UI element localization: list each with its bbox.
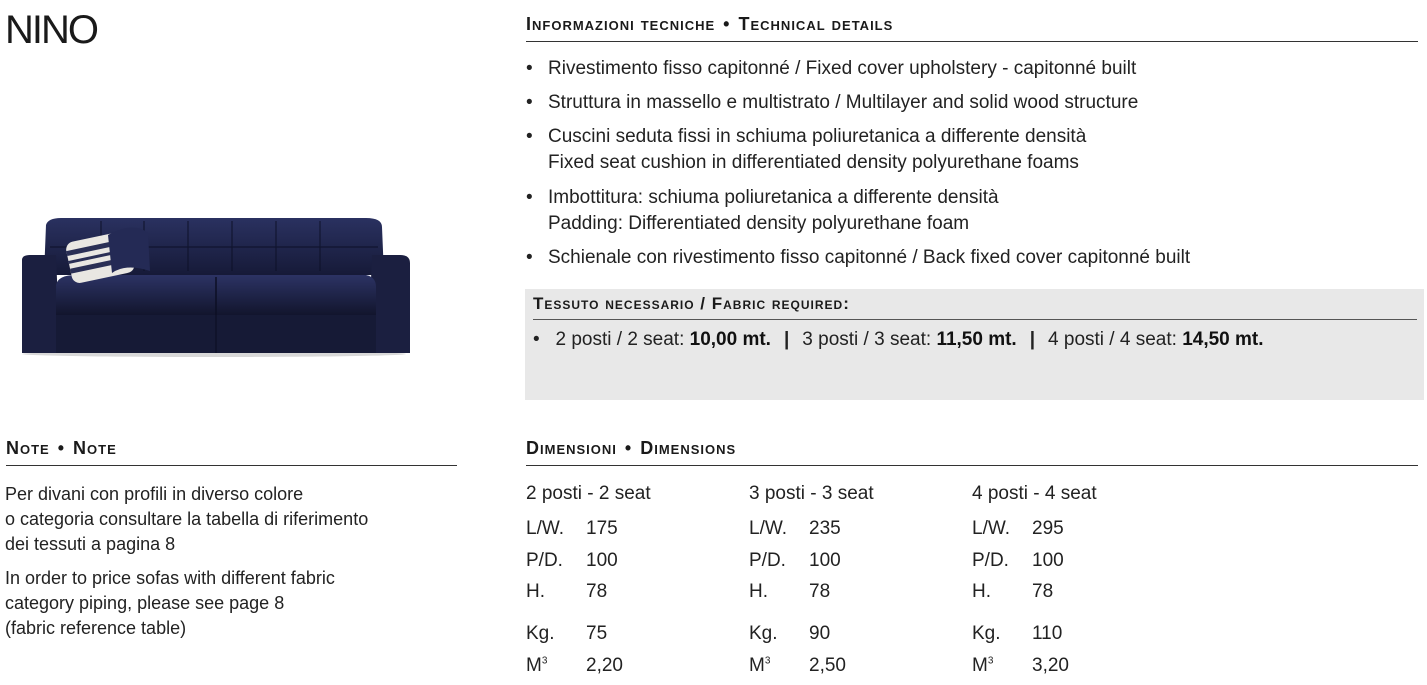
dimension-value: 78	[586, 581, 608, 602]
dimension-label: P/D.	[526, 550, 563, 571]
bullet-icon: •	[526, 92, 533, 113]
dimension-label: L/W.	[526, 518, 565, 539]
fabric-item-label: 3 posti / 3 seat:	[802, 329, 932, 350]
header-separator-dot: •	[723, 14, 731, 34]
dimensions-header-en: Dimensions	[640, 438, 737, 458]
note-header	[6, 438, 457, 466]
technical-item-text: Rivestimento fisso capitonné / Fixed cover upholstery - capitonné built	[548, 58, 1137, 79]
dimension-value: 235	[809, 518, 841, 539]
fabric-required-box	[525, 289, 1424, 400]
dimension-value: 75	[586, 623, 608, 644]
note-paragraph-en	[5, 566, 455, 641]
technical-header-en: Technical details	[738, 14, 894, 34]
technical-item-text: Struttura in massello e multistrato / Multilayer and solid wood structure	[548, 92, 1139, 113]
fabric-separator: |	[1029, 329, 1036, 350]
bullet-icon: •	[526, 187, 533, 208]
note-header-en: Note	[73, 438, 117, 458]
dimension-value: 2,20	[586, 655, 623, 676]
dimension-column-title: 3 posti - 3 seat	[749, 483, 874, 504]
bullet-icon: •	[533, 329, 540, 350]
dimension-value: 100	[809, 550, 841, 571]
sofa-image	[16, 215, 412, 357]
dimension-label: P/D.	[749, 550, 786, 571]
dimension-column-title: 4 posti - 4 seat	[972, 483, 1097, 504]
dimension-value: 175	[586, 518, 618, 539]
technical-item-text: Fixed seat cushion in differentiated density polyurethane foams	[548, 152, 1079, 173]
dimension-label: P/D.	[972, 550, 1009, 571]
header-separator-dot: •	[57, 438, 66, 458]
note-line: dei tessuti a pagina 8	[5, 534, 176, 554]
note-header-it: Note	[6, 438, 50, 458]
dimension-label: L/W.	[749, 518, 788, 539]
technical-item-text: Cuscini seduta fissi in schiuma poliuretanica a differente densità	[548, 126, 1087, 147]
dimension-label: L/W.	[972, 518, 1011, 539]
fabric-item-value: 11,50 mt.	[936, 329, 1017, 350]
note-line: Per divani con profili in diverso colore	[5, 484, 304, 504]
technical-header-it: Informazioni tecniche	[526, 14, 716, 34]
bullet-icon: •	[526, 247, 533, 268]
technical-item-text: Padding: Differentiated density polyurethane foam	[548, 213, 970, 234]
note-line: In order to price sofas with different fabric	[5, 568, 335, 588]
dimension-label: Kg.	[972, 623, 1001, 644]
fabric-item-label: 2 posti / 2 seat:	[555, 329, 685, 350]
dimension-value: 100	[586, 550, 618, 571]
dimension-column-title: 2 posti - 2 seat	[526, 483, 651, 504]
dimension-value: 78	[1032, 581, 1054, 602]
dimension-label: H.	[526, 581, 545, 602]
header-separator-dot: •	[624, 438, 633, 458]
dimension-value: 295	[1032, 518, 1064, 539]
dimension-value: 100	[1032, 550, 1064, 571]
bullet-icon: •	[526, 126, 533, 147]
note-paragraph-it	[5, 482, 455, 557]
dimension-value: 110	[1032, 623, 1063, 644]
dimension-label-m3: $M^3$	[749, 655, 771, 676]
dimensions-header	[526, 438, 1418, 466]
dimension-label: H.	[749, 581, 768, 602]
note-line: o categoria consultare la tabella di riferimento	[5, 509, 369, 529]
technical-item-text: Imbottitura: schiuma poliuretanica a differente densità	[548, 187, 999, 208]
technical-details-header	[526, 14, 1418, 42]
dimension-label: H.	[972, 581, 991, 602]
dimension-value: 78	[809, 581, 831, 602]
dimension-label-m3: $M^3$	[972, 655, 994, 676]
dimension-value: 2,50	[809, 655, 846, 676]
fabric-separator: |	[783, 329, 790, 350]
dimension-value: 3,20	[1032, 655, 1069, 676]
technical-item-text: Schienale con rivestimento fisso capitonné / Back fixed cover capitonné built	[548, 247, 1191, 268]
bullet-icon: •	[526, 58, 533, 79]
dimension-label-m3: $M^3$	[526, 655, 548, 676]
note-line: category piping, please see page 8	[5, 593, 285, 613]
product-title: NINO	[5, 8, 97, 52]
note-line: (fabric reference table)	[5, 618, 187, 638]
dimension-label: Kg.	[749, 623, 778, 644]
fabric-required-line	[533, 329, 1264, 351]
fabric-item-value: 10,00 mt.	[689, 329, 771, 350]
dimensions-header-it: Dimensioni	[526, 438, 617, 458]
fabric-required-header: Tessuto necessario / Fabric required:	[533, 294, 1417, 320]
fabric-item-value: 14,50 mt.	[1182, 329, 1264, 350]
fabric-item-label: 4 posti / 4 seat:	[1048, 329, 1177, 350]
dimension-value: 90	[809, 623, 831, 644]
dimension-label: Kg.	[526, 623, 555, 644]
